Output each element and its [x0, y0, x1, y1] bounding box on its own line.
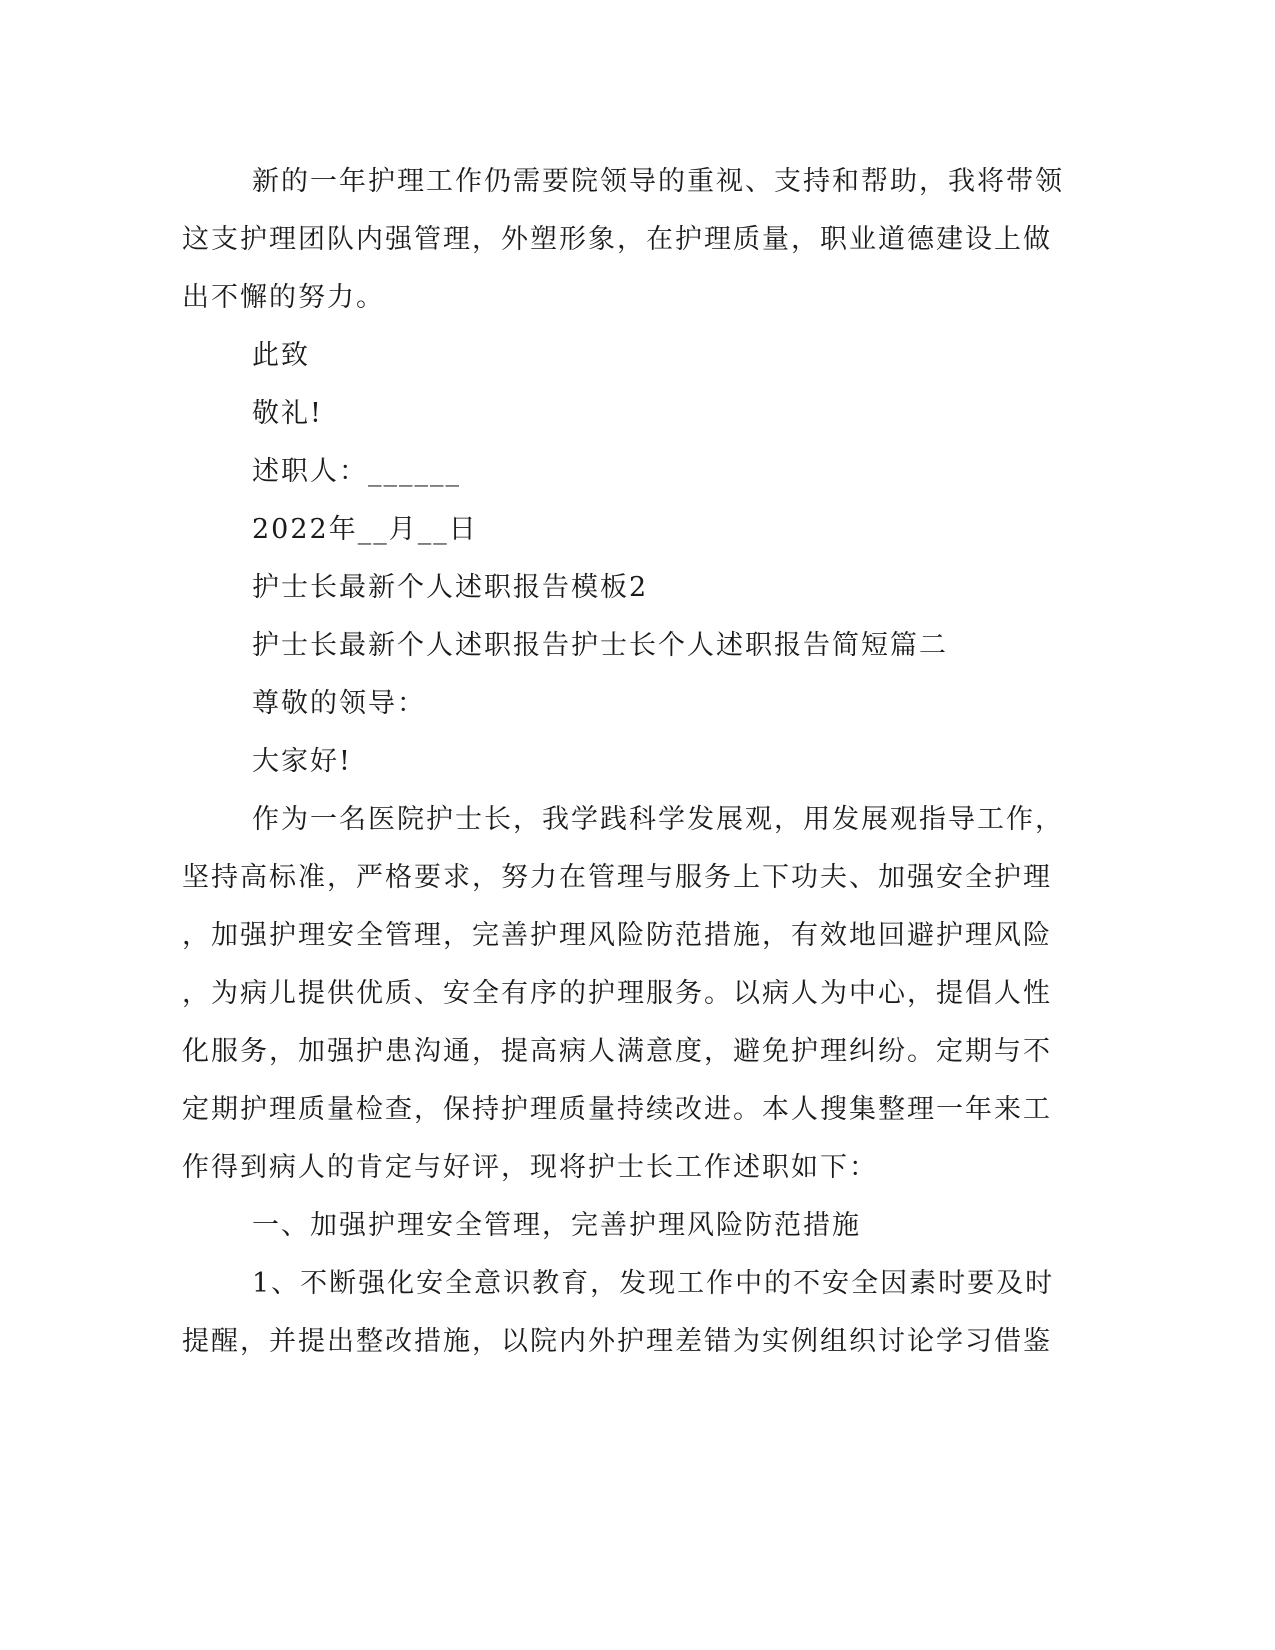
paragraph-line: 出不懈的努力。: [182, 282, 385, 313]
paragraph-line: 定期护理质量检查，保持护理质量持续改进。本人搜集整理一年来工: [182, 1094, 1052, 1125]
paragraph-line: 坚持高标准，严格要求，努力在管理与服务上下功夫、加强安全护理: [182, 862, 1052, 893]
date-line: 2022年__月__日: [252, 514, 478, 545]
paragraph-line: 作为一名医院护士长，我学践科学发展观，用发展观指导工作，: [252, 804, 1064, 835]
closing-line: 敬礼!: [252, 398, 323, 429]
paragraph-line: 新的一年护理工作仍需要院领导的重视、支持和帮助，我将带领: [252, 166, 1064, 197]
paragraph-line: ，加强护理安全管理，完善护理风险防范措施，有效地回避护理风险: [182, 920, 1052, 951]
paragraph-line: 化服务，加强护患沟通，提高病人满意度，避免护理纠纷。定期与不: [182, 1036, 1052, 1067]
paragraph-line: 提醒，并提出整改措施，以院内外护理差错为实例组织讨论学习借鉴: [182, 1326, 1052, 1357]
greeting: 大家好!: [252, 746, 352, 777]
paragraph-line: 这支护理团队内强管理，外塑形象，在护理质量，职业道德建设上做: [182, 224, 1052, 255]
closing-line: 此致: [252, 340, 310, 371]
section-title: 护士长最新个人述职报告模板2: [252, 572, 649, 603]
paragraph-line: ，为病儿提供优质、安全有序的护理服务。以病人为中心，提倡人性: [182, 978, 1052, 1009]
paragraph-line: 1、不断强化安全意识教育，发现工作中的不安全因素时要及时: [252, 1268, 1055, 1299]
salutation: 尊敬的领导：: [252, 688, 426, 719]
signature-line: 述职人：______: [252, 456, 461, 487]
paragraph-line: 作得到病人的肯定与好评，现将护士长工作述职如下：: [182, 1152, 878, 1183]
heading-line: 一、加强护理安全管理，完善护理风险防范措施: [252, 1210, 861, 1241]
section-subtitle: 护士长最新个人述职报告护士长个人述职报告简短篇二: [252, 630, 948, 661]
